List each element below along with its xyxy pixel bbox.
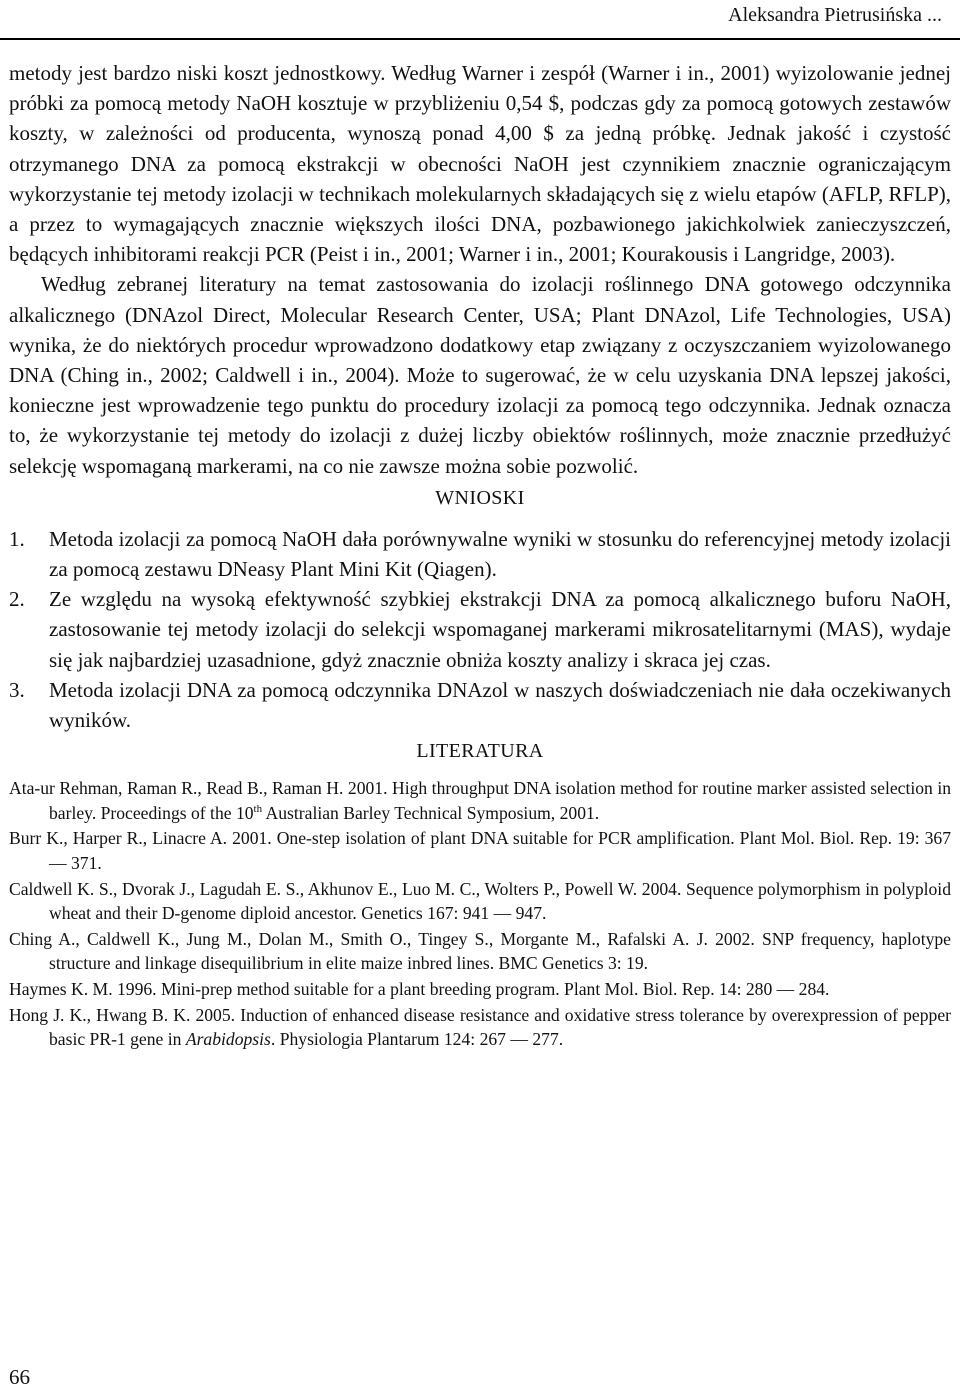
body-paragraph-1: metody jest bardzo niski koszt jednostkowy. Według Warner i zespół (Warner i in., 2001) wyizolowanie jednej próbki za pomocą metody NaOH kosztuje w przybliżeniu 0,54 $, podczas gdy za pomocą gotowych zestawów koszty, w zależności od producenta, wynoszą ponad 4,00 $ za jedną próbkę. Jednak jakość i czystość otrzymanego DNA za pomocą ekstrakcji w obecności NaOH jest czynnikiem znacznie ograniczającym wykorzystanie tej metody izolacji w technikach molekularnych składających się z wielu etapów (AFLP, RFLP), a przez to wymagających znacznie większych ilości DNA, pozbawionego jakichkolwiek zanieczyszczeń, będących inhibitorami reakcji PCR (Peist i in., 2001; Warner i in., 2001; Kourakousis i Langridge, 2003). [9,61,951,267]
page-content [9,58,951,1053]
conclusions-heading: WNIOSKI [435,486,525,509]
conclusion-item [9,584,951,675]
literature-heading: LITERATURA [416,740,544,763]
reference-list [9,776,951,1052]
header-author-title: Aleksandra Pietrusińska ... [728,4,942,26]
reference-text-part: . Physiologia Plantarum 124: 267 — 277. [270,1029,564,1050]
reference-item [9,776,951,825]
reference-item: Ching A., Caldwell K., Jung M., Dolan M., Smith O., Tingey S., Morgante M., Rafalski A. J. 2002. SNP frequency, haplotype structure and linkage disequilibrium in elite maize inbred lines. BMC Genetics 3: 19. [9,928,951,974]
reference-italic-species: Arabidopsis [185,1029,271,1050]
reference-superscript: th [253,803,263,815]
reference-item: Haymes K. M. 1996. Mini-prep method suitable for a plant breeding program. Plant Mol. Biol. Rep. 14: 280 — 284. [9,979,830,1000]
running-header [0,0,960,44]
body-paragraph-2: Według zebranej literatury na temat zastosowania do izolacji roślinnego DNA gotowego odczynnika alkalicznego (DNAzol Direct, Molecular Research Center, USA; Plant DNAzol, Life Technologies, USA) wynika, że do niektórych procedur wprowadzono dodatkowy etap związany z oczyszczaniem wyizolowanego DNA (Ching in., 2002; Caldwell i in., 2004). Może to sugerować, że w celu uzyskania DNA lepszej jakości, konieczne jest wprowadzenie tego punktu do procedury izolacji za pomocą tego odczynnika. Jednak oznacza to, że wykorzystanie tej metody do izolacji z dużej liczby obiektów roślinnych, może znacznie przedłużyć selekcję wspomaganą markerami, na co nie zawsze można sobie pozwolić. [9,272,951,478]
conclusion-number: 2. [9,587,25,612]
reference-item [9,1003,951,1052]
conclusion-item [9,675,951,735]
conclusion-text: Metoda izolacji za pomocą NaOH dała porównywalne wyniki w stosunku do referencyjnej metody izolacji za pomocą zestawu DNeasy Plant Mini Kit (Qiagen). [49,526,951,582]
page-number: 66 [9,1365,30,1389]
conclusion-number: 3. [9,677,25,702]
reference-text-part: Hong J. K., Hwang B. K. 2005. Induction of enhanced disease resistance and oxidative stress tolerance by overexpression of pepper basic PR-1 gene in [9,1004,951,1050]
reference-item: Burr K., Harper R., Linacre A. 2001. One-step isolation of plant DNA suitable for PCR amplification. Plant Mol. Biol. Rep. 19: 367 — 371. [9,828,951,874]
header-rule [0,38,960,40]
conclusions-list [9,524,951,735]
conclusion-number: 1. [9,526,25,551]
conclusion-text: Ze względu na wysoką efektywność szybkiej ekstrakcji DNA za pomocą alkalicznego buforu NaOH, zastosowanie tej metody izolacji do selekcji wspomaganej markerami mikrosatelitarnymi (MAS), wydaje się jak najbardziej uzasadnione, gdyż znacznie obniża koszty analizy i skraca jej czas. [49,587,951,672]
reference-item: Caldwell K. S., Dvorak J., Lagudah E. S., Akhunov E., Luo M. C., Wolters P., Powell W. 2004. Sequence polymorphism in polyploid wheat and their D-genome diploid ancestor. Genetics 167: 941 — 947. [9,878,951,924]
conclusion-text: Metoda izolacji DNA za pomocą odczynnika DNAzol w naszych doświadczeniach nie dała oczekiwanych wyników. [49,677,951,733]
reference-text-part: Ata-ur Rehman, Raman R., Read B., Raman H. 2001. High throughput DNA isolation method for routine marker assisted selection in barley. Proceedings of the 10 [9,778,951,823]
conclusion-item [9,524,951,584]
reference-text-part: Australian Barley Technical Symposium, 2001. [262,802,600,823]
